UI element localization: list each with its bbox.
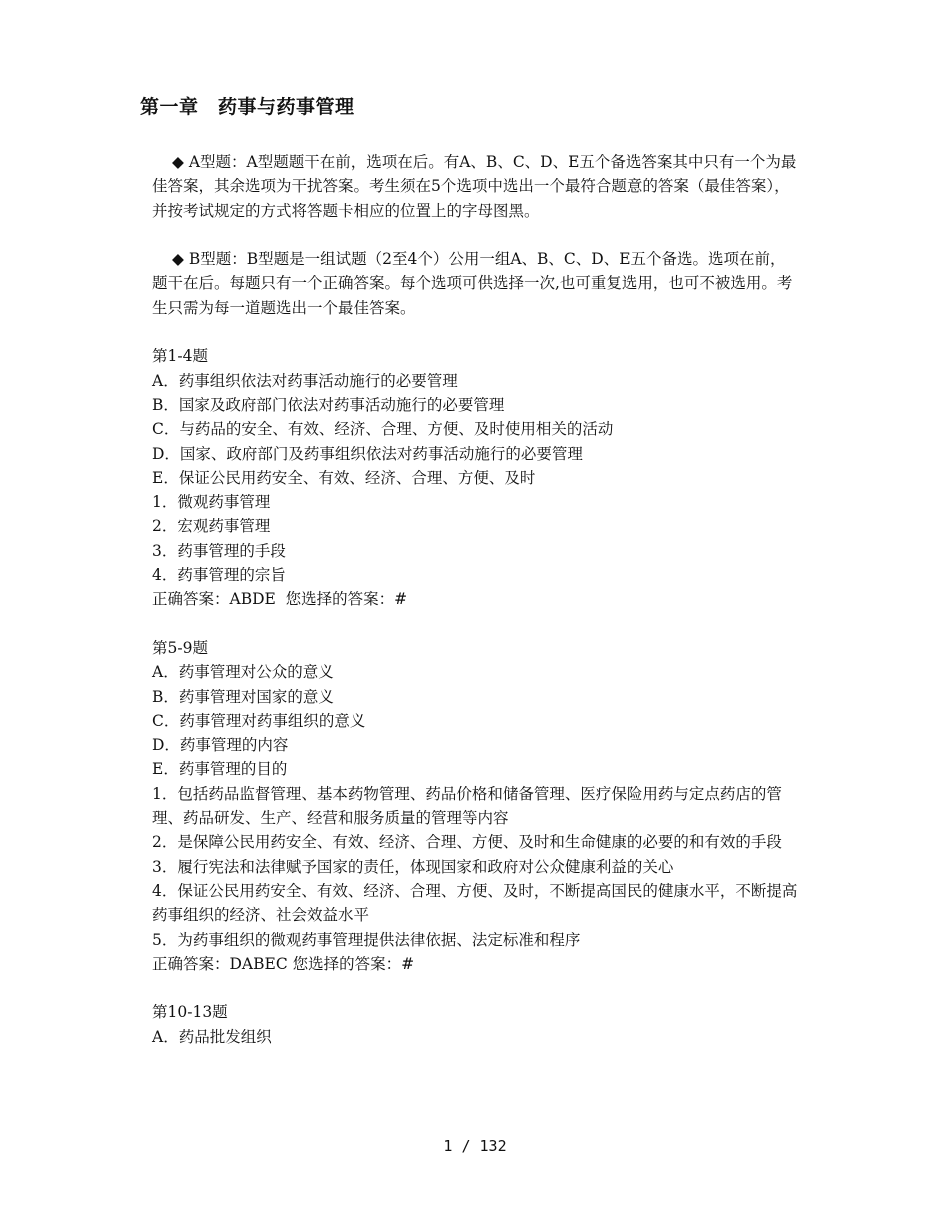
question-line: 5．为药事组织的微观药事管理提供法律依据、法定标准和程序 (152, 930, 581, 949)
option-line: D．国家、政府部门及药事组织依法对药事活动施行的必要管理 (152, 444, 583, 463)
question-line: 1．包括药品监督管理、基本药物管理、药品价格和储备管理、医疗保险用药与定点药店的管理、药品研发、生产、经营和服务质量的管理等内容 (152, 784, 782, 828)
option-line: A．药品批发组织 (152, 1027, 272, 1046)
question-group-10-13 (152, 1000, 800, 1049)
question-group-5-9 (152, 636, 800, 976)
question-line: 4．保证公民用药安全、有效、经济、合理、方便、及时，不断提高国民的健康水平，不断提高药事组织的经济、社会效益水平 (152, 881, 798, 925)
question-group-1-4 (152, 344, 800, 611)
answer-line: 正确答案：ABDE 您选择的答案：# (152, 590, 408, 609)
intro-paragraph-a-type: ◆ A型题：A型题题干在前，选项在后。有A、B、C、D、E五个备选答案其中只有一个为最佳答案，其余选项为干扰答案。考生须在5个选项中选出一个最符合题意的答案（最佳答案），并按考试规定的方式将答题卡相应的位置上的字母图黑。 (152, 153, 797, 220)
option-line: E．药事管理的目的 (152, 760, 288, 779)
group-heading: 第1-4题 (152, 347, 208, 366)
option-line: E．保证公民用药安全、有效、经济、合理、方便、及时 (152, 468, 536, 487)
option-line: C．与药品的安全、有效、经济、合理、方便、及时使用相关的活动 (152, 420, 614, 439)
question-line: 2．宏观药事管理 (152, 517, 271, 536)
question-line: 3．药事管理的手段 (152, 541, 286, 560)
option-line: B．国家及政府部门依法对药事活动施行的必要管理 (152, 395, 505, 414)
option-line: B．药事管理对国家的意义 (152, 687, 334, 706)
option-line: A．药事组织依法对药事活动施行的必要管理 (152, 371, 458, 390)
option-line: C．药事管理对药事组织的意义 (152, 711, 366, 730)
intro-paragraph-b-type: ◆ B型题：B型题是一组试题（2至4个）公用一组A、B、C、D、E五个备选。选项在前，题干在后。每题只有一个正确答案。每个选项可供选择一次,也可重复选用，也可不被选用。考生只需为每一道题选出一个最佳答案。 (152, 250, 793, 317)
option-line: A．药事管理对公众的意义 (152, 663, 334, 682)
chapter-title: 第一章 药事与药事管理 (140, 96, 355, 118)
option-line: D．药事管理的内容 (152, 736, 289, 755)
group-heading: 第5-9题 (152, 638, 208, 657)
question-line: 2．是保障公民用药安全、有效、经济、合理、方便、及时和生命健康的必要的和有效的手段 (152, 833, 782, 852)
page-content (152, 150, 800, 1049)
answer-line: 正确答案：DABEC 您选择的答案：# (152, 954, 415, 973)
question-line: 4．药事管理的宗旨 (152, 566, 286, 585)
question-line: 3．履行宪法和法律赋予国家的责任，体现国家和政府对公众健康利益的关心 (152, 857, 674, 876)
page-number: 1 / 132 (443, 1137, 507, 1155)
group-heading: 第10-13题 (152, 1003, 228, 1022)
question-line: 1．微观药事管理 (152, 493, 271, 512)
